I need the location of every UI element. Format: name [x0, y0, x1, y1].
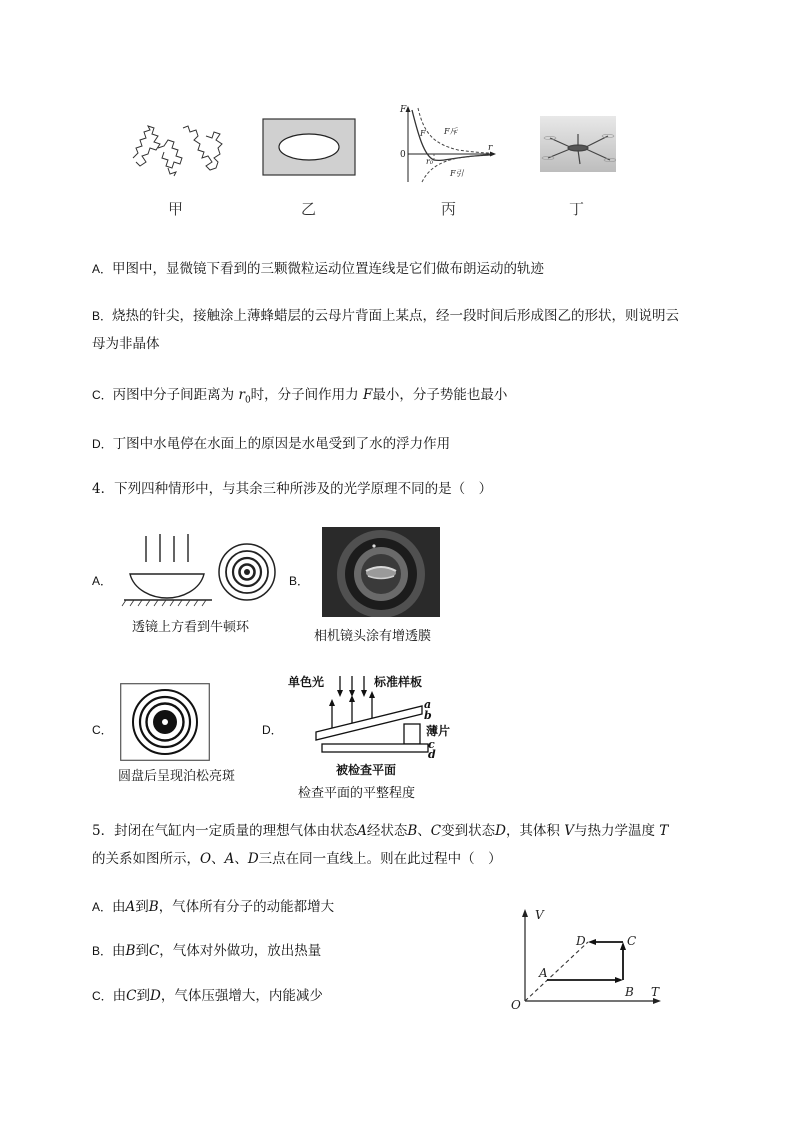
figure-jia-brownian	[128, 118, 228, 178]
q4-d-label-d: d	[428, 748, 436, 761]
vt-graph-b-label: B	[625, 985, 634, 999]
figure-label-jia: 甲	[168, 200, 184, 218]
figure-yi-mica	[262, 118, 356, 176]
vt-graph-a-label: A	[539, 966, 548, 980]
q5-stem-point-a: A	[224, 851, 235, 867]
q5-option-a-s1: A	[125, 899, 136, 915]
figure-bing-force-graph	[398, 104, 498, 184]
q5-stem-sep: 、	[417, 823, 431, 839]
vt-graph-o-label: O	[511, 998, 521, 1011]
q4-c-poisson-spot-figure	[120, 683, 210, 761]
q4-option-a-letter: A．	[92, 574, 113, 588]
q5-option-c-t1: 由	[112, 988, 127, 1004]
q3-option-c	[92, 384, 507, 412]
vt-graph-c-label: C	[627, 934, 637, 948]
graph-r-axis-label: r	[488, 143, 493, 153]
q5-option-b-t3: ，气体对外做功，放出热量	[159, 943, 322, 959]
q4-stem: 4．下列四种情形中，与其余三种所涉及的光学原理不同的是（ ）	[92, 481, 493, 497]
q5-stem-state-b: B	[407, 823, 418, 839]
q3-option-c-symbol-sub: 0	[244, 395, 251, 406]
q3-option-d-text: 丁图中水黾停在水面上的原因是水黾受到了水的浮力作用	[112, 436, 451, 452]
graph-frep-label: F斥	[444, 127, 458, 136]
q5-stem-text-1: 5．封闭在气缸内一定质量的理想气体由状态	[92, 823, 358, 839]
graph-r0-label: r₀	[426, 157, 434, 166]
q3-option-d	[92, 433, 450, 455]
q5-stem-point-d: D	[247, 851, 259, 867]
q5-option-c-s2: D	[150, 988, 161, 1004]
q3-option-c-symbol-f: F	[362, 387, 373, 403]
graph-f-axis-label: F	[400, 105, 407, 115]
q3-option-a-letter: A．	[92, 262, 113, 276]
q5-stem-point-o: O	[200, 851, 212, 867]
q4-c-caption: 圆盘后呈现泊松亮斑	[118, 769, 236, 784]
q5-option-c	[92, 985, 323, 1007]
q5-stem-state-c: C	[430, 823, 442, 839]
q4-a-newton-rings-figure	[120, 532, 280, 608]
vt-graph-t-label: T	[651, 985, 660, 999]
figure-label-ding: 丁	[569, 200, 585, 218]
q4-d-label-b: b	[424, 709, 432, 722]
q5-stem-state-d: D	[495, 823, 506, 839]
q4-option-d-letter: D．	[262, 723, 283, 737]
q5-option-b-t1: 由	[112, 943, 126, 959]
q5-stem-state-a: A	[357, 823, 367, 839]
graph-fatt-label: F引	[450, 169, 464, 178]
q5-option-b-letter: B．	[92, 944, 113, 958]
q5-stem-text-4: ，其体积	[505, 823, 565, 839]
q5-option-a-t3: ，气体所有分子的动能都增大	[158, 899, 335, 915]
q3-option-c-letter: C．	[92, 388, 113, 402]
q5-stem-text-6: 的关系如图所示，	[92, 851, 200, 867]
q5-stem-sep-2: 、	[211, 851, 225, 867]
q4-d-flatness-test-figure	[286, 672, 466, 780]
q5-stem-text-7: 三点在同一直线上。则在此过程中（ ）	[258, 851, 502, 867]
q5-stem-text-2: 经状态	[366, 823, 408, 839]
q3-option-b-continued: 母为非晶体	[92, 336, 160, 352]
q3-option-b-text: 烧热的针尖，接触涂上薄蜂蜡层的云母片背面上某点，经一段时间后形成图乙的形状，则说明云	[112, 308, 680, 324]
figure-label-yi: 乙	[301, 200, 317, 218]
q5-option-b-s2: C	[148, 943, 160, 959]
q4-d-light-label: 单色光	[288, 675, 325, 689]
figure-label-bing: 丙	[441, 200, 457, 218]
q5-stem-text-5: 与热力学温度	[573, 823, 660, 839]
q5-stem-line-2	[92, 848, 502, 870]
q4-b-camera-lens-photo	[322, 527, 440, 617]
q3-option-d-letter: D．	[92, 437, 113, 451]
q4-option-b-letter: B．	[289, 574, 310, 588]
vt-graph-v-label: V	[535, 908, 544, 922]
vt-graph-d-label: D	[576, 934, 586, 948]
q3-option-c-text-mid: 时，分子间作用力	[250, 387, 363, 403]
q5-option-b-s1: B	[125, 943, 136, 959]
q4-a-caption: 透镜上方看到牛顿环	[132, 620, 250, 635]
q3-option-b	[92, 305, 679, 327]
q5-option-c-t3: ，气体压强增大，内能减少	[160, 988, 323, 1004]
q5-option-b	[92, 940, 321, 962]
q4-d-shim-label: 薄片	[426, 724, 451, 738]
q4-option-c-letter: C．	[92, 723, 113, 737]
graph-origin-label: 0	[400, 150, 406, 160]
q5-option-b-t2: 到	[135, 943, 149, 959]
q3-option-c-text-before: 丙图中分子间距离为	[112, 387, 239, 403]
q5-option-c-letter: C．	[92, 989, 113, 1003]
q5-stem-symbol-v: V	[564, 823, 574, 839]
q4-b-caption: 相机镜头涂有增透膜	[314, 629, 432, 644]
q5-option-a-t2: 到	[135, 899, 149, 915]
q5-stem-text-3: 变到状态	[441, 823, 496, 839]
q4-d-label-c: c	[428, 738, 435, 751]
q4-d-sample-label: 标准样板	[374, 675, 423, 689]
q5-option-a-s2: B	[148, 899, 159, 915]
q5-stem-line-1	[92, 820, 668, 842]
q4-d-label-a: a	[424, 698, 432, 711]
graph-f-curve-label: F	[420, 129, 426, 138]
q3-option-c-text-after: 最小，分子势能也最小	[372, 387, 508, 403]
q5-option-a-letter: A．	[92, 900, 113, 914]
q5-stem-sep-3: 、	[234, 851, 248, 867]
q3-option-a	[92, 258, 544, 280]
q4-d-caption: 检查平面的平整程度	[298, 786, 416, 801]
q5-option-c-s1: C	[126, 988, 137, 1004]
q5-option-c-t2: 到	[136, 988, 151, 1004]
q3-option-c-symbol-r: r	[238, 387, 245, 403]
q5-option-a-t1: 由	[112, 899, 126, 915]
q5-stem-symbol-t: T	[659, 823, 669, 839]
q5-option-a	[92, 896, 334, 918]
q4-d-surface-label: 被检查平面	[336, 763, 397, 777]
q5-vt-graph	[505, 905, 671, 1011]
q3-option-a-text: 甲图中，显微镜下看到的三颗微粒运动位置连线是它们做布朗运动的轨迹	[112, 261, 545, 277]
figure-ding-water-strider	[540, 116, 616, 172]
q3-option-b-letter: B．	[92, 309, 113, 323]
